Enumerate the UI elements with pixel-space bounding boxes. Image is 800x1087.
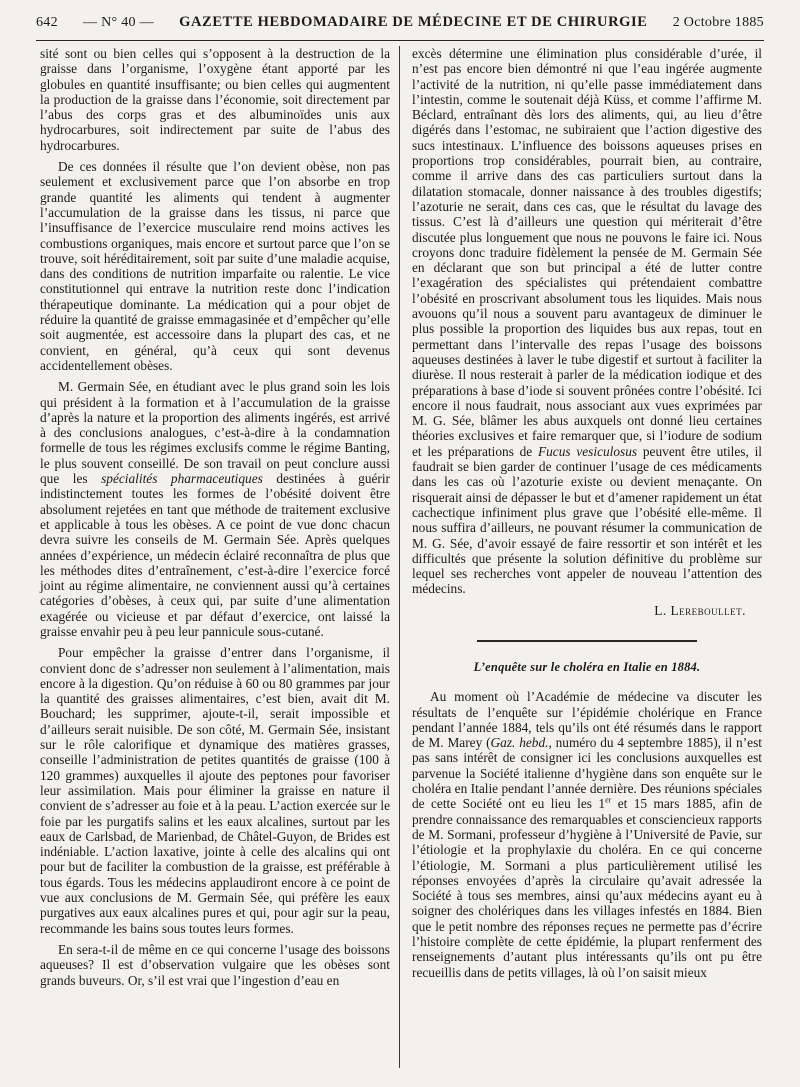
- section-title: L’enquête sur le choléra en Italie en 1884.: [473, 659, 701, 674]
- text-run: et 15 mars 1885, afin de prendre connaissance des remarquables et consciencieux rapports de M. Sormani, professeur d’hygiène à l’Université de Pavie, sur l’étiologie et la prophylaxie du choléra. En ce qui concerne l’étiologie, M. Sormani a plus particulièrement utilisé les réponses envoyées d’après la circulaire qu’avait adressée la Société à tous ses membres, ainsi qu’aux médecins ayant eu à soigner des cholériques dans les villages infestés en 1884. Bien que le petit nombre des réponses reçues ne permette pas d’écrire l’histoire complète de cette épidémie, la plupart renferment des renseignements d’autant plus intéressants qu’ils ont pu être recueillis dans de petits villages, là où l’on saisit mieux: [412, 796, 762, 980]
- text-run: excès détermine une élimination plus considérable d’urée, il n’est pas encore bien démontré ni que l’eau ingérée augmente l’activité de la nutrition, ni qu’elle passe immédiatement dans l’intestin, comme le soutenait déjà Küss, et comme l’affirme M. Béclard, entraînant dès lors des aliments, qui, au lieu d’être digérés dans l’estomac, ne subiraient que l’action digestive des sucs intestinaux. L’influence des boissons aqueuses prises en proportions trop considérables, pourrait bien, au contraire, comme il arrive dans des cas particuliers surtout dans la dilatation stomacale, donner naissance à des troubles digestifs; l’azoturie ne serait, dans ces cas, que le résultat du lavage des tissus. C’est là d’ailleurs une question qui mériterait d’être discutée plus longuement que nous ne pouvons le faire ici. Nous croyons donc traduire fidèlement la pensée de M. Germain Sée en déclarant que son but principal a été de lutter contre l’exagération des spécialistes qui prétendaient combattre l’obésité en proscrivant absolument tous les liquides. Mais nous avouons qu’il nous a souvent paru avantageux de diminuer le plus possible la proportion des liquides bus aux repas, tout en permettant dans l’intervalle des repas l’usage des boissons aqueuses destinées à laver le tube digestif et surtout à faciliter la diurèse. Il nous resterait à parler de la médication iodique et des préparations à base d’iode si souvent prônées contre l’obésité. Ici encore il nous faudrait, nous associant aux vues exprimées par M. G. Sée, blâmer les abus auxquels ont donné lieu certaines théories exclusives et faire remarquer que, si l’iodure de sodium et les préparations de: [412, 46, 762, 459]
- paragraph: [40, 379, 390, 639]
- header-rule: [36, 40, 764, 41]
- page-number: 642: [36, 15, 58, 30]
- emphasis: Gaz. hebd.: [490, 735, 549, 751]
- journal-title: GAZETTE HEBDOMADAIRE DE MÉDECINE ET DE CHIRURGIE: [179, 14, 648, 30]
- text-run: M. Germain Sée, en étudiant avec le plus grand soin les lois qui président à la formation et à l’accumulation de la graisse d’après la nature et la proportion des aliments ingérés, est arrivé à des conclusions analogues, c’est-à-dire à la condamnation formelle de tous les régimes exclusifs comme le régime Banting, le plus souvent conseillé. De son travail on peut conclure aussi que les: [40, 379, 390, 487]
- left-column: [40, 46, 390, 994]
- emphasis: spécialités pharmaceutiques: [101, 471, 263, 487]
- text-run: destinées à guérir indistinctement toutes les formes de l’obésité doivent être absolument rejetées en tant que méthode de traitement exclusive et applicable à tous les obèses. A ce point de vue donc chacun devra suivre les conseils de M. Germain Sée. Après quelques années d’expérience, un médecin éclairé reconnaîtra de plus que les méthodes dites d’entraînement, c’est-à-dire l’exercice forcé joint au régime alimentaire, ne conviennent aussi qu’à certaines catégories d’obèses, à ceux qui, par suite d’une alimentation exagérée ou vicieuse et par défaut d’exercice, ont laissé la graisse envahir peu à peu leur pannicule sous-cutané.: [40, 471, 391, 639]
- superscript: er: [605, 795, 612, 805]
- text-run: , numéro du 4 septembre 1885), il n’est pas sans intérêt de consigner ici les conclusions auxquelles est parvenue la Société italienne d’hygiène dans son enquête sur le choléra en Italie pendant l’année dernière. Des réunions spéciales de cette Société ont eu lieu les 1: [412, 735, 762, 812]
- paragraph: sité sont ou bien celles qui s’opposent à la destruction de la graisse dans l’organisme, l’oxygène étant apporté par les globules en quantité insuffisante; ou bien celles qui augmentent la production de la graisse dans l’économie, soit directement par l’abus des corps gras et des albuminoïdes unis aux hydrocarbures, soit indirectement par suite de l’abus des hydrocarbures.: [40, 46, 390, 153]
- paragraph: De ces données il résulte que l’on devient obèse, non pas seulement et exclusivement parce que l’on absorbe en trop grande quantité les aliments qui tendent à augmenter l’accumulation de la graisse dans les tissus, ni parce que l’insuffisance de l’exercice musculaire rend moins actives les combustions organiques, mais encore et surtout parce que l’on se trouve, soit héréditairement, soit par suite d’une maladie acquise, dans des conditions de nutrition imparfaite ou ralentie. Le vice constitutionnel qui entrave la nutrition reste donc l’indication thérapeutique dominante. La médication qui a pour objet de réduire la quantité de graisse emmagasinée et d’empêcher qu’elle soit augmentée, est accessoire dans la plupart des cas, et ne convient, en général, qu’à ceux qui sont devenus accidentellement obèses.: [40, 159, 390, 373]
- paragraph: En sera-t-il de même en ce qui concerne l’usage des boissons aqueuses? Il est d’observation vulgaire que les obèses sont grands buveurs. Or, s’il est vrai que l’ingestion d’eau en: [40, 941, 390, 988]
- paragraph: [412, 689, 762, 980]
- right-column: [412, 46, 762, 986]
- author-signature: L. Lereboullet.: [654, 602, 746, 618]
- paragraph: Pour empêcher la graisse d’entrer dans l’organisme, il convient donc de s’adresser non seulement à l’alimentation, mais encore à la digestion. Qu’on réduise à 60 ou 80 grammes par jour la quantité des graisses alimentaires, c’est bien, avait dit M. Bouchard; les supprimer, ajoute-t-il, serait impossible et d’ailleurs serait nuisible. De son côté, M. Germain Sée, insistant sur le rôle calorifique et dynamique des matières grasses, conseille l’administration de petites quantités de graisse (100 à 120 grammes) auxquelles il ajoute des peptones pour favoriser leur assimilation. Mais pour éliminer la graisse en nature il convient de s’adresser au foie et à la peau. L’action exercée sur le foie par les purgatifs salins et les eaux alcalines, surtout par les eaux de Carlsbad, de Marienbad, de Châtel-Guyon, de Brides est indéniable. L’action laxative, jointe à celle des alcalins qui ont pour but de faciliter la combustion de la graisse, est préférable à tous égards. Tous les médecins applaudiront encore à ce point de vue aux conclusions de M. Germain Sée, qui préfère les eaux purgatives aux eaux alcalines pures et qui, pour agir sur la peau, recommande les bains sous toutes leurs formes.: [40, 645, 390, 936]
- paragraph: [412, 46, 762, 597]
- column-divider: [399, 46, 400, 1068]
- text-run: Au moment où l’Académie de médecine va discuter les résultats de l’enquête sur l’épidémie cholérique en France pendant l’année 1884, tels qu’ils ont été résumés dans le rapport de M. Marey (: [412, 689, 762, 751]
- issue-date: 2 Octobre 1885: [672, 15, 764, 30]
- page-header: [36, 14, 764, 36]
- emphasis: Fucus vesiculosus: [537, 443, 638, 459]
- text-run: peuvent être utiles, il faudrait se bien garder de continuer l’usage de ces médicaments dans les cas où l’azoturie existe ou devient menaçante. On risquerait ainsi de dépasser le but et d’amener rapidement un état cachectique infiniment plus grave que l’obésité elle-même. Il nous suffira d’ailleurs, ne pouvant résumer la communication de M. G. Sée, d’avoir essayé de faire ressortir et son intérêt et les difficultés que présente la solution définitive du problème sur lequel ses recherches vont appeler de nouveau l’attention des médecins.: [412, 443, 762, 597]
- issue-number: — N° 40 —: [83, 15, 154, 30]
- section-separator: [477, 640, 697, 642]
